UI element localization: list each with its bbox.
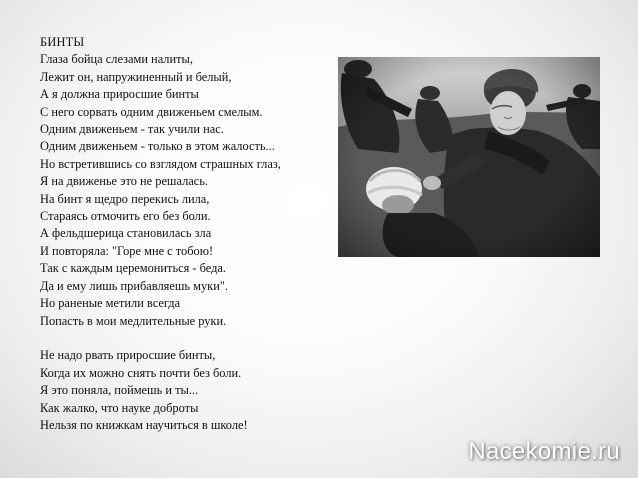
poem-title: БИНТЫ (40, 35, 85, 49)
poem-line: Не надо рвать приросшие бинты, (40, 348, 216, 363)
photo-illustration (338, 57, 600, 257)
poem-line: Да и ему лишь прибавляешь муки". (40, 278, 228, 293)
poem-text-block (40, 34, 345, 434)
poem-line: И повторяла: "Горе мне с тобою! (40, 243, 214, 258)
site-watermark: Nacekomie.ru (468, 438, 620, 465)
poem-line: Но встретившись со взглядом страшных глаз, (40, 156, 281, 171)
poem-line: А фельдшерица становилась зла (40, 226, 212, 241)
poem-line: Как жалко, что науке доброты (40, 400, 199, 415)
poem-line: С него сорвать одним движеньем смелым. (40, 104, 263, 119)
poem-line: Одним движеньем - так учили нас. (40, 122, 224, 137)
war-nurse-photo (338, 57, 600, 257)
poem-line: А я должна приросшие бинты (40, 87, 199, 102)
poem-line: Стараясь отмочить его без боли. (40, 209, 211, 224)
poem-line: Нельзя по книжкам научиться в школе! (40, 417, 248, 432)
poem-line: Попасть в мои медлительные руки. (40, 313, 227, 328)
poem-line: Но раненые метили всегда (40, 296, 181, 311)
poem-line: Одним движеньем - только в этом жалость... (40, 139, 275, 154)
stanza-gap (40, 330, 345, 347)
poem-line: Я на движенье это не решалась. (40, 174, 209, 189)
poem-line: На бинт я щедро перекись лила, (40, 191, 210, 206)
poem-line: Я это поняла, поймешь и ты... (40, 383, 199, 398)
poem-line: Так с каждым церемониться - беда. (40, 261, 227, 276)
poem-line: Лежит он, напружиненный и белый, (40, 69, 232, 84)
poem-line: Когда их можно снять почти без боли. (40, 365, 242, 380)
poem-line: Глаза бойца слезами налиты, (40, 52, 193, 67)
